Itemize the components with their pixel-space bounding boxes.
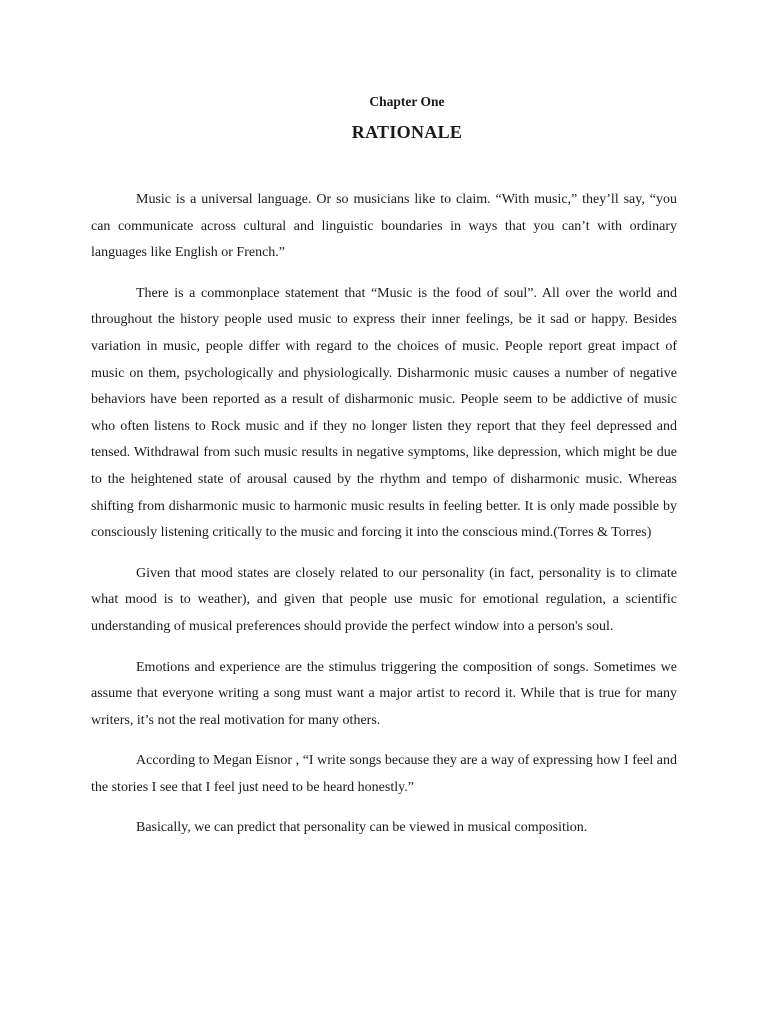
paragraph-2: There is a commonplace statement that “Music is the food of soul”. All over the world and throughout the history people used music to express their inner feelings, be it sad or happy. Besides variation in music, people differ with regard to the choices of music. People report great impact of music on them, psychologically and physiologically. Disharmonic music causes a number of negative behaviors have been reported as a result of disharmonic music. People seem to be addictive of music who often listens to Rock music and if they no longer listen they report that they feel depressed and tensed. Withdrawal from such music results in negative symptoms, like depression, which might be due to the heightened state of arousal caused by the rhythm and tempo of disharmonic music. Whereas shifting from disharmonic music to harmonic music results in feeling better. It is only made possible by consciously listening critically to the music and forcing it into the conscious mind.(Torres & Torres) (91, 285, 677, 541)
paragraph-4: Emotions and experience are the stimulus triggering the composition of songs. Sometimes we assume that everyone writing a song must want a major artist to record it. While that is true for many writers, it’s not the real motivation for many others. (91, 659, 677, 728)
paragraph-6: Basically, we can predict that personality can be viewed in musical composition. (136, 820, 588, 836)
paragraph-5: According to Megan Eisnor , “I write songs because they are a way of expressing how I feel and the stories I see that I feel just need to be heard honestly.” (91, 753, 677, 795)
chapter-label: Chapter One (369, 94, 445, 109)
paragraph-1: Music is a universal language. Or so musicians like to claim. “With music,” they’ll say, “you can communicate across cultural and linguistic boundaries in ways that you can’t with ordinary languages like English or French.” (91, 192, 677, 261)
chapter-title: RATIONALE (351, 122, 463, 142)
body-text (91, 187, 677, 856)
paragraph-3: Given that mood states are closely related to our personality (in fact, personality is to climate what mood is to weather), and given that people use music for emotional regulation, a scientific understanding of musical preferences should provide the perfect window into a person's soul. (91, 565, 677, 634)
